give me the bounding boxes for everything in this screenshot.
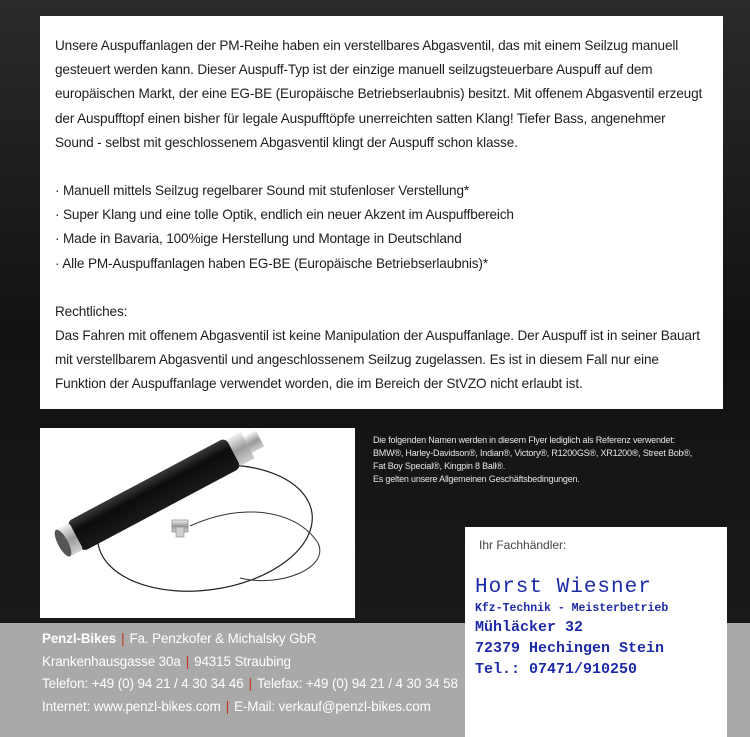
dealer-phone: Tel.: 07471/910250 [475, 661, 638, 678]
company-email: E-Mail: verkauf@penzl-bikes.com [234, 698, 431, 714]
company-brand: Penzl-Bikes [42, 631, 117, 646]
dealer-business: Kfz-Technik - Meisterbetrieb [475, 602, 669, 615]
trademark-notice [373, 434, 733, 486]
dealer-street: Mühläcker 32 [475, 619, 584, 636]
feature-item: · Manuell mittels Seilzug regelbarer Sound mit stufenloser Verstellung* [55, 183, 469, 199]
company-website: Internet: www.penzl-bikes.com [42, 698, 221, 714]
dealer-stamp [475, 575, 668, 680]
feature-item: · Made in Bavaria, 100%ige Herstellung und Montage in Deutschland [55, 231, 462, 247]
trademark-line: Es gelten unsere Allgemeinen Geschäftsbedingungen. [373, 474, 580, 484]
legal-text: Das Fahren mit offenem Abgasventil ist keine Manipulation der Auspuffanlage. Der Auspuff ist in seiner Bauart mit verstellbarem Abgasventil und angeschlossenem Seilzug zugelassen. Es ist in diesem Fall nur eine Funktion der Auspuffanlage verwendet worden, die im Bereich der StVZO nicht erlaubt ist. [55, 328, 700, 392]
cable-clamp-icon [172, 520, 188, 537]
company-street: Krankenhausgasse 30a [42, 653, 181, 669]
trademark-line: Fat Boy Special®, Kingpin 8 Ball®. [373, 461, 506, 471]
separator: | [248, 676, 252, 691]
company-fax: Telefax: +49 (0) 94 21 / 4 30 34 58 [257, 676, 458, 691]
dealer-name: Horst Wiesner [475, 576, 652, 599]
legal-heading: Rechtliches: [55, 303, 128, 319]
company-name: Fa. Penzkofer & Michalsky GbR [129, 631, 317, 646]
company-phone: Telefon: +49 (0) 94 21 / 4 30 34 46 [42, 676, 244, 691]
company-city: 94315 Straubing [194, 653, 291, 669]
feature-item: · Super Klang und eine tolle Optik, endlich ein neuer Akzent im Auspuffbereich [55, 207, 514, 223]
separator: | [225, 698, 230, 714]
dealer-city: 72379 Hechingen Stein [475, 640, 665, 657]
dealer-label: Ihr Fachhändler: [479, 538, 567, 552]
company-contact [42, 628, 458, 718]
separator: | [185, 653, 190, 669]
legal-section [55, 300, 707, 397]
product-photo [40, 428, 355, 618]
feature-item: · Alle PM-Auspuffanlagen haben EG-BE (Europäische Betriebserlaubnis)* [55, 255, 488, 271]
intro-paragraph: Unsere Auspuffanlagen der PM-Reihe haben ein verstellbares Abgasventil, das mit einem Seilzug manuell gesteuert werden kann. Dieser Auspuff-Typ ist der einzige manuell seilzugsteuerbare Auspuff auf dem europäischen Markt, der eine EG-BE (Europäische Betriebserlaubnis) besitzt. Mit offenem Abgasventil erzeugt der Auspufftopf einen bisher für legale Auspufftöpfe unerreichten satten Klang! Tiefer Bass, angenehmer Sound - selbst mit geschlossenem Abgasventil klingt der Auspuff schon klasse. [55, 38, 703, 150]
feature-list [55, 179, 707, 276]
trademark-line: Die folgenden Namen werden in diesem Flyer lediglich als Referenz verwendet: [373, 435, 675, 445]
exhaust-muffler-illustration [40, 428, 355, 618]
trademark-line: BMW®, Harley-Davidson®, Indian®, Victory®, R1200GS®, XR1200®, Street Bob®, [373, 448, 693, 458]
separator: | [121, 631, 125, 646]
product-description-panel [40, 16, 723, 409]
